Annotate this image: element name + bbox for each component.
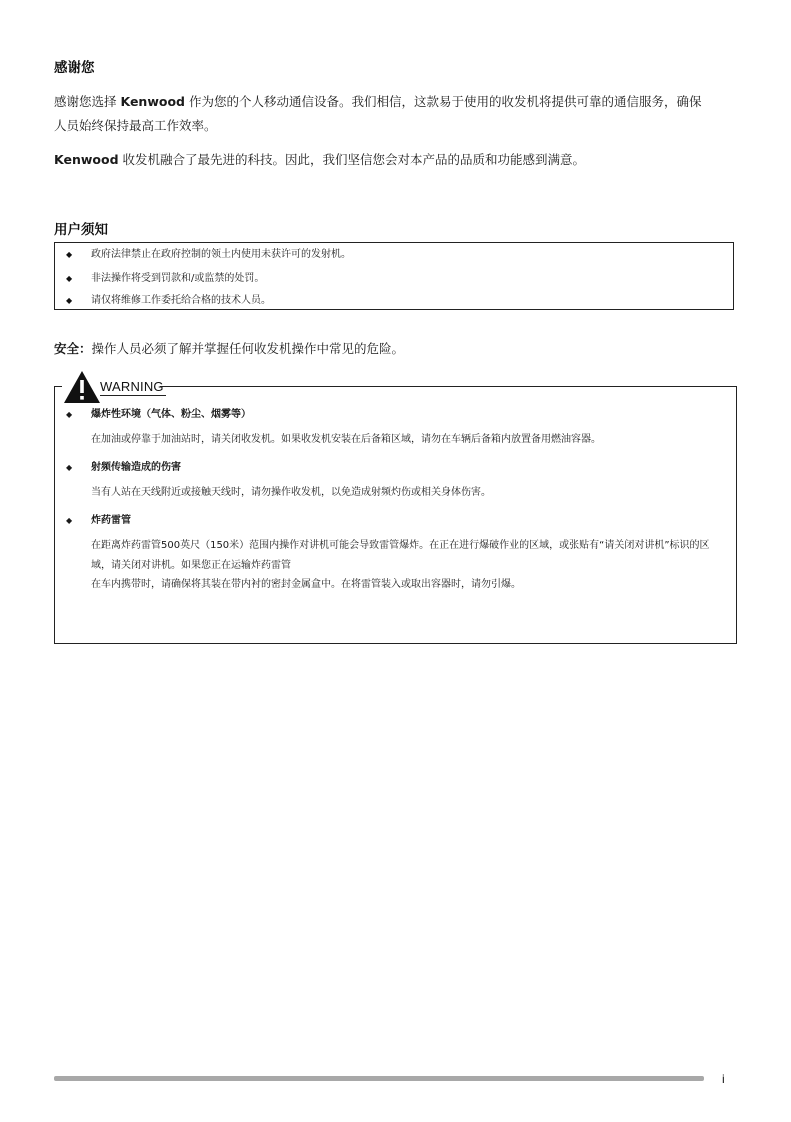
diamond-bullet-icon: ◆	[66, 410, 73, 419]
diamond-bullet-icon: ◆	[66, 463, 73, 472]
warning-box	[54, 386, 737, 644]
thanks-para1-line2: 人员始终保持最高工作效率。	[54, 118, 217, 133]
warning-label: WARNING	[100, 379, 164, 394]
diamond-bullet-icon: ◆	[66, 296, 73, 305]
user-notice-heading: 用户须知	[54, 222, 108, 238]
warning-badge	[62, 369, 164, 405]
warning-item-title: 爆炸性环境（气体、粉尘、烟雾等）	[91, 409, 251, 420]
thanks-para1-pre: 感谢您选择	[54, 94, 121, 109]
brand-name: Kenwood	[120, 94, 185, 109]
warning-item-body	[91, 536, 727, 595]
brand-name: Kenwood	[54, 152, 119, 167]
warning-item-body	[91, 483, 727, 503]
thanks-paragraph-1	[54, 90, 734, 138]
page-number: i	[722, 1072, 725, 1086]
diamond-bullet-icon: ◆	[66, 274, 73, 283]
footer-rule	[54, 1076, 704, 1081]
warning-item-title: 射频传输造成的伤害	[91, 462, 181, 473]
thanks-paragraph-2	[54, 148, 734, 172]
notice-item-text: 请仅将维修工作委托给合格的技术人员。	[91, 295, 271, 306]
thanks-para2-text: 收发机融合了最先进的科技。因此，我们坚信您会对本产品的品质和功能感到满意。	[118, 152, 585, 167]
user-notice-box	[54, 242, 734, 310]
diamond-bullet-icon: ◆	[66, 250, 73, 259]
safety-text: 操作人员必须了解并掌握任何收发机操作中常见的危险。	[91, 341, 405, 356]
diamond-bullet-icon: ◆	[66, 516, 73, 525]
warning-body-line: 在距离炸药雷管500英尺（150米）范围内操作对讲机可能会导致雷管爆炸。在正在进行爆破作业的区域，或张贴有“请关闭对讲机”标识的区	[91, 540, 710, 551]
warning-body-line: 在加油或停靠于加油站时，请关闭收发机。如果收发机安装在后备箱区域，请勿在车辆后备箱内放置备用燃油容器。	[91, 434, 601, 445]
warning-body-line: 当有人站在天线附近或接触天线时，请勿操作收发机，以免造成射频灼伤或相关身体伤害。	[91, 487, 491, 498]
notice-item-text: 政府法律禁止在政府控制的领土内使用未获许可的发射机。	[91, 249, 351, 260]
warning-triangle-icon	[62, 369, 102, 405]
warning-body-line: 在车内携带时，请确保将其装在带内衬的密封金属盒中。在将雷管装入或取出容器时，请勿引爆。	[91, 579, 521, 590]
thanks-heading: 感谢您	[54, 60, 95, 76]
safety-label: 安全：	[54, 341, 92, 356]
warning-item-body	[91, 430, 727, 450]
safety-statement	[54, 338, 404, 360]
thanks-para1-post: 作为您的个人移动通信设备。我们相信，这款易于使用的收发机将提供可靠的通信服务，确保	[185, 94, 702, 109]
warning-body-line: 域，请关闭对讲机。如果您正在运输炸药雷管	[91, 559, 291, 571]
notice-item-text: 非法操作将受到罚款和/或监禁的处罚。	[91, 273, 265, 284]
warning-item-title: 炸药雷管	[91, 515, 131, 526]
